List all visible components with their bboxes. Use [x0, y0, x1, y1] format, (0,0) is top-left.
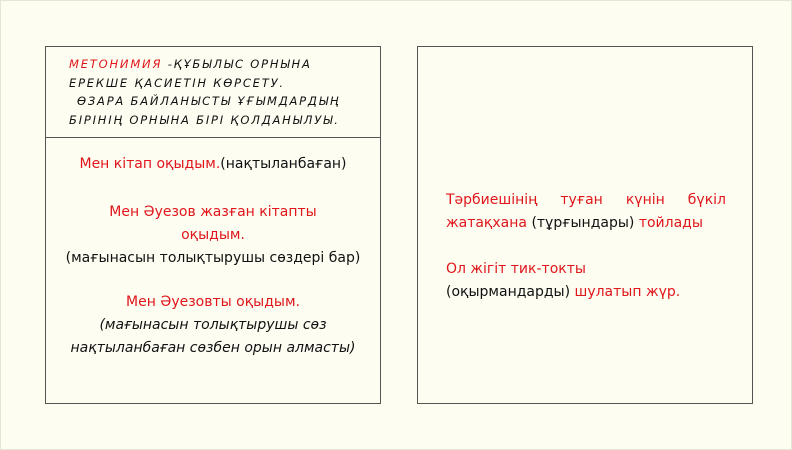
right-example-1: [446, 189, 726, 235]
metonymy-definition-box: [45, 46, 381, 404]
example-sentence-end: тойлады: [638, 215, 703, 231]
example-sentence: Мен Әуезовты оқыдым.: [126, 294, 300, 310]
example-sentence: Ол жігіт тик-токты: [446, 261, 586, 277]
example-note: (тұрғындары): [531, 215, 635, 231]
example-sentence: Тәрбиешінің туған күнін бүкіл жатақхана: [446, 192, 726, 231]
example-sentence-end: шулатып жүр.: [574, 284, 681, 300]
definition-line-3: ӨЗАРА БАЙЛАНЫСТЫ ҰҒЫМДАРДЫҢ: [77, 94, 341, 108]
example-note: (оқырмандарды): [446, 284, 571, 300]
example-metonymy: [46, 291, 380, 360]
definition-line-1: [69, 55, 370, 74]
example-with-modifiers: [46, 201, 380, 270]
example-note: (нақтыланбаған): [220, 156, 347, 172]
definition-line-1-text: -ҚҰБЫЛЫС ОРНЫНА: [162, 57, 312, 71]
definition-header: [46, 47, 380, 138]
right-example-2: [446, 258, 726, 304]
example-unspecified: [46, 153, 380, 176]
examples-body: [46, 138, 380, 403]
term-metonymy: МЕТОНИМИЯ: [69, 57, 163, 71]
example-sentence-line-1: Мен Әуезов жазған кітапты: [109, 204, 317, 220]
metonymy-examples-box: [417, 46, 753, 404]
example-note: (мағынасын толықтырушы сөздері бар): [65, 250, 361, 266]
example-sentence-line-2: оқыдым.: [181, 227, 245, 243]
example-note-line-2: нақтыланбаған сөзбен орын алмасты): [70, 340, 356, 356]
definition-line-4: БІРІНІҢ ОРНЫНА БІРІ ҚОЛДАНЫЛУЫ.: [69, 112, 340, 127]
example-sentence: Мен кітап оқыдым.: [79, 156, 221, 172]
definition-line-2: ЕРЕКШЕ ҚАСИЕТІН КӨРСЕТУ.: [69, 75, 285, 90]
spacer: [446, 235, 726, 258]
example-note-line-1: (мағынасын толықтырушы сөз: [99, 317, 327, 333]
right-examples-body: [446, 189, 726, 304]
